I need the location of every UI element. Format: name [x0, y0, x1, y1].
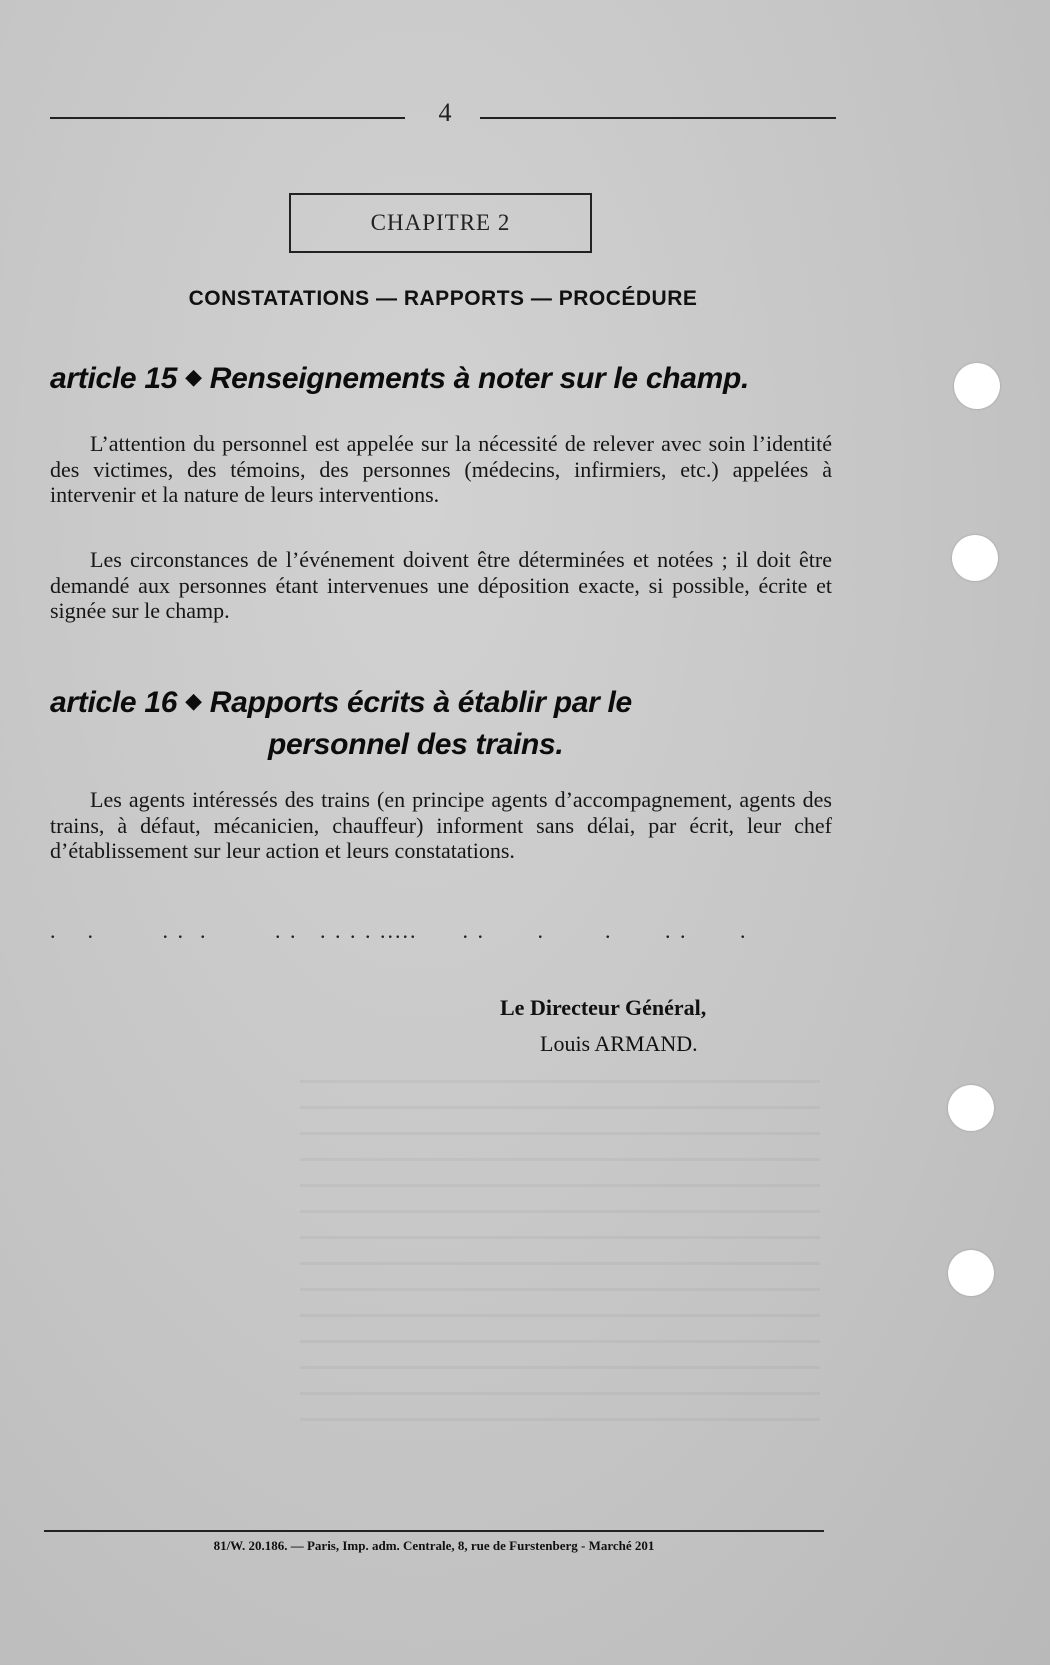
footer-rule — [44, 1530, 824, 1532]
header-rule-right — [480, 117, 836, 119]
article-16-title-line2: personnel des trains. — [268, 728, 564, 761]
article-16-label: article 16 — [50, 686, 178, 719]
article-15-title: Renseignements à noter sur le champ. — [209, 362, 750, 395]
article-16-paragraph-1: Les agents intéressés des trains (en principe agents d’accompagnement, agents des trains, à défaut, mécanicien, chauffeur) informent sans délai, par écrit, leur chef d’établissement sur leur action et leurs constatations. — [50, 787, 832, 863]
article-15-heading — [50, 362, 836, 396]
printer-footer: 81/W. 20.186. — Paris, Imp. adm. Centrale, 8, rue de Furstenberg - Marché 201 — [213, 1538, 655, 1553]
chapter-label: CHAPITRE 2 — [370, 210, 511, 235]
binder-hole — [954, 363, 1000, 409]
diamond-bullet-icon: ◆ — [185, 364, 202, 389]
page-header — [50, 96, 836, 136]
signature-title: Le Directeur Général, — [500, 995, 707, 1020]
article-16-title-line1: Rapports écrits à établir par le — [209, 686, 632, 719]
article-15-paragraph-2: Les circonstances de l’événement doivent être déterminées et notées ; il doit être demandé aux personnes étant intervenues une déposition exacte, si possible, écrite et signée sur le champ. — [50, 547, 832, 623]
diamond-bullet-icon: ◆ — [185, 688, 202, 713]
ellipsis-separator: . . . . . . . . . . . ..... . . . . . . . — [50, 918, 748, 943]
article-16-heading — [50, 683, 836, 765]
signature-block — [500, 995, 840, 1057]
article-15-label: article 15 — [50, 362, 178, 395]
signature-name: Louis ARMAND. — [540, 1031, 698, 1056]
binder-hole — [948, 1250, 994, 1296]
binder-hole — [952, 535, 998, 581]
header-rule-left — [50, 117, 405, 119]
page-number: 4 — [438, 98, 452, 127]
bleed-through-background — [300, 1080, 820, 1440]
article-15-paragraph-1: L’attention du personnel est appelée sur la nécessité de relever avec soin l’identité des victimes, des témoins, des personnes (médecins, infirmiers, etc.) appelées à intervenir et la nature de leurs interventions. — [50, 431, 832, 507]
binder-hole — [948, 1085, 994, 1131]
chapter-heading-box — [289, 193, 592, 253]
chapter-subtitle: CONSTATATIONS — RAPPORTS — PROCÉDURE — [188, 287, 698, 310]
